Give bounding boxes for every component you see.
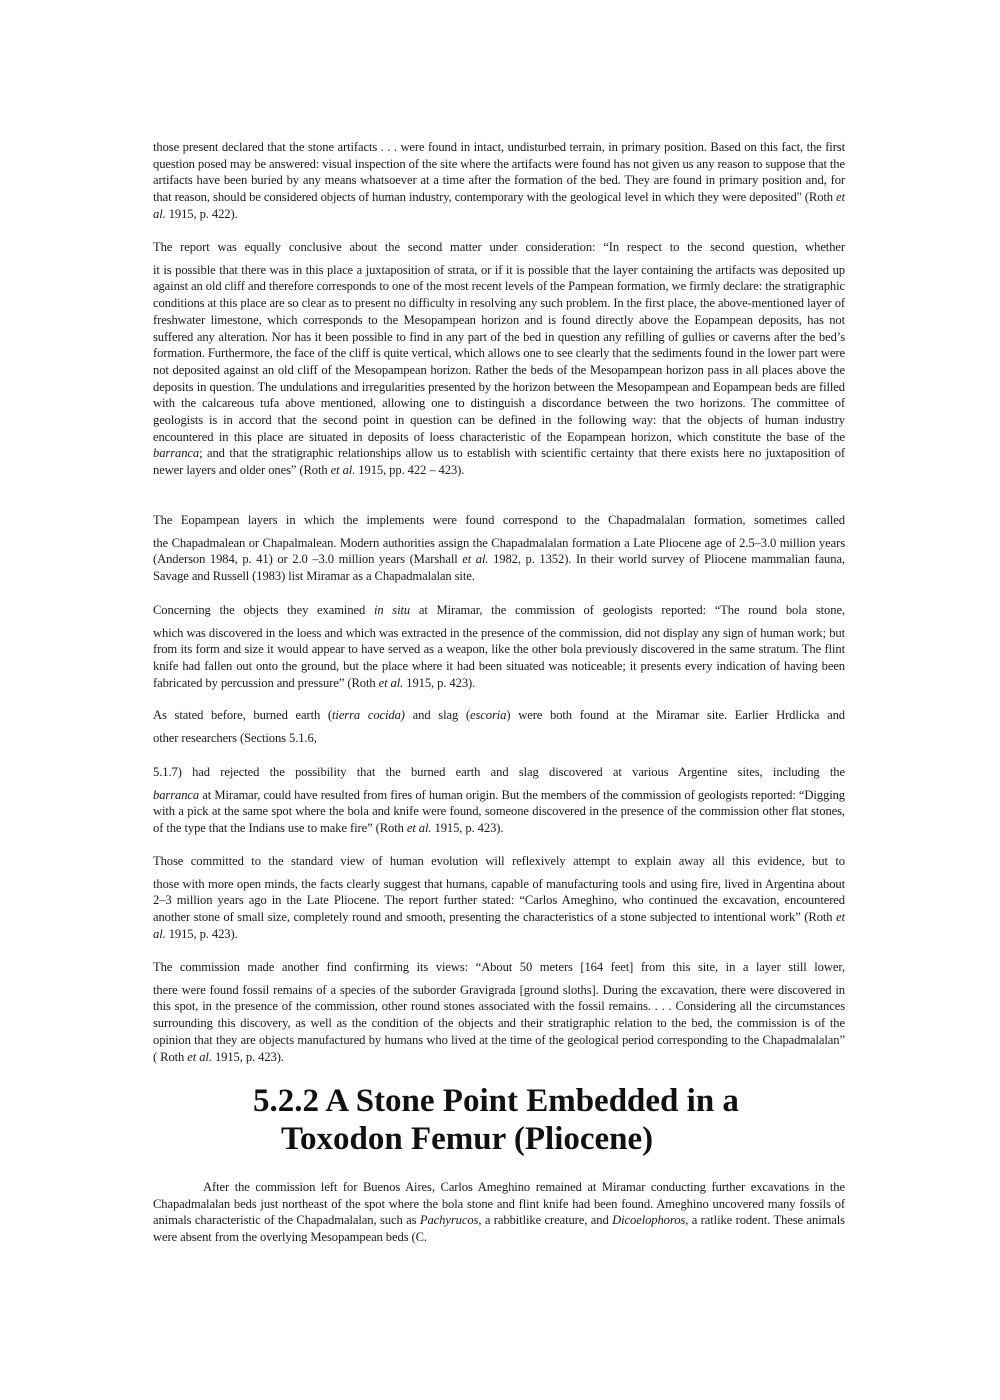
italic-text: et al. <box>153 190 845 221</box>
paragraph-first-line: The commission made another find confirming its views: “About 50 meters [164 feet] from this site, in a layer still lower, <box>153 960 845 974</box>
text: As stated before, burned earth ( <box>153 708 333 722</box>
paragraph-first-line: The report was equally conclusive about the second matter under consideration: “In respect to the second question, whether <box>153 240 845 254</box>
text: ) were both found at the Miramar site. Earlier Hrdlicka and <box>506 708 845 722</box>
italic-text: Dicoelophoros <box>612 1213 686 1228</box>
italic-text: escoria <box>470 708 507 722</box>
text: those with more open minds, the facts clearly suggest that humans, capable of manufacturing tools and using fire, lived in Argentina about 2–3 million years ago in the Late Pliocene. The report further stated: “Carlos Ameghino, who continued the excavation, encountered another stone of small size, completely round and smooth, presenting the characteristics of a stone subjected to intentional work” (Roth <box>153 876 845 925</box>
text: ; and that the stratigraphic relationships allow us to establish with scientific certainty that there exists here no juxtaposition of newer layers and older ones” (Roth <box>153 446 845 478</box>
italic-text: in situ <box>373 603 411 617</box>
section-heading <box>253 1082 813 1158</box>
paragraph-after-commission <box>153 1179 845 1246</box>
italic-text: et al. <box>187 1049 212 1064</box>
section-heading-line-1: 5.2.2 A Stone Point Embedded in a <box>253 1083 739 1119</box>
paragraph-first-line <box>153 707 845 724</box>
italic-text: et al. <box>153 910 845 941</box>
italic-text: et al. <box>406 821 432 836</box>
paragraph-objects-examined <box>153 602 845 692</box>
text: it is possible that there was in this place a juxtaposition of strata, or if it is possible that the layer containing the artifacts was deposited up against an old cliff and therefore corresponds to one of the most recent levels of the Pampean formation, we firmly declare: the stratigraphic conditions at this place are so clear as to present no difficulty in resolving any such problem. In the first place, the above-mentioned layer of freshwater limestone, which corresponds to the Mesopampean horizon and is found directly above the Eopampean deposits, has not suffered any alteration. Nor has it been possible to find in any part of the bed in question any refilling of gullies or caverns after the bed’s formation. Furthermore, the face of the cliff is quite vertical, which allows one to see clearly that the sediments found in the lower part were not deposited against an old cliff of the Mesopampean horizon. Rather the beds of the Mesopampean horizon pass in all places above the deposits in question. The undulations and irregularities presented by the horizon between the Mesopampean and Eopampean beds are filled with the calcareous tufa above mentioned, allowing one to distinguish a discordance between the two horizons. The committee of geologists is in accord that the second point in question can be defined in the following way: that the objects of human industry encountered in this place are situated in deposits of loess characteristic of the Eopampean horizon, which constitute the base of the <box>153 262 845 444</box>
paragraph-first-line: The Eopampean layers in which the implements were found correspond to the Chapadmalalan formation, sometimes called <box>153 513 845 527</box>
paragraph-burned-earth <box>153 707 845 746</box>
text: After the commission left for Buenos Aires, Carlos Ameghino remained at Miramar conducting further excavations in the Chapadmalalan beds just northeast of the spot where the bola stone and flint knife had been found. Ameghino uncovered many fossils of animals characteristic of the Chapadmalalan, such as <box>153 1180 845 1228</box>
text: 1915, p. 423). <box>403 675 476 690</box>
paragraph-another-find <box>153 959 845 1065</box>
paragraph-rejected-possibility <box>153 764 845 837</box>
paragraph-roth-quote-1 <box>153 139 845 223</box>
section-heading-line-2: Toxodon Femur (Pliocene) <box>281 1121 654 1157</box>
text: at Miramar, the commission of geologists reported: “The round bola stone, <box>410 603 845 617</box>
italic-text: barranca <box>153 446 200 461</box>
text: 1982, p. 1352). In their world survey of Pliocene mammalian fauna, Savage and Russell (1983) list Miramar as a Chapadmalalan site. <box>153 552 845 584</box>
italic-text: et al. <box>378 675 404 690</box>
text: other researchers (Sections 5.1.6, <box>153 730 317 745</box>
italic-text: et al. <box>330 463 356 478</box>
text: 1915, p. 423). <box>431 821 504 836</box>
italic-text: tierra cocida) <box>332 708 405 722</box>
italic-text: Pachyrucos <box>419 1213 479 1228</box>
text: , a ratlike rodent. These animals were absent from the overlying Mesopampean beds (C. <box>153 1213 845 1245</box>
italic-text: barranca <box>153 787 200 802</box>
text: 1915, p. 423). <box>211 1049 284 1064</box>
text: the Chapadmalean or Chapalmalean. Modern authorities assign the Chapadmalalan formation a Late Pliocene age of 2.5–3.0 million years (Anderson 1984, p. 41) or 2.0 –3.0 million years (Marshall <box>153 535 845 567</box>
italic-text: et al. <box>462 552 489 567</box>
text: which was discovered in the loess and which was extracted in the presence of the commission, did not display any sign of human work; but from its form and size it would appear to have served as a weapon, like the other bola previously discovered in the same stratum. The flint knife had fallen out onto the ground, but the place where it had been situated was noticeable; it presents every indication of having been fabricated by percussion and pressure” (Roth <box>153 625 845 690</box>
text: 1915, p. 423). <box>165 926 238 941</box>
paragraph-second-matter <box>153 239 845 479</box>
text: , a rabbitlike creature, and <box>478 1213 613 1228</box>
text: Concerning the objects they examined <box>153 603 374 617</box>
text: 1915, p. 422). <box>165 206 238 221</box>
paragraph-first-line <box>153 602 845 619</box>
paragraph-standard-view <box>153 853 845 943</box>
text: those present declared that the stone artifacts . . . were found in intact, undisturbed terrain, in primary position. Based on this fact, the first question posed may be answered: visual inspection of the site where the artifacts were found has not given us any reason to suppose that the artifacts have been buried by any means whatsoever at a time after the formation of the bed. They are found in primary position and, for that reason, should be considered objects of human industry, contemporary with the geological level in which they were deposited" (Roth <box>153 140 845 205</box>
paragraph-first-line: Those committed to the standard view of human evolution will reflexively attempt to explain away all this evidence, but to <box>153 854 845 868</box>
paragraph-first-line: 5.1.7) had rejected the possibility that the burned earth and slag discovered at various Argentine sites, including the <box>153 765 845 779</box>
paragraph-eopampean-layers <box>153 512 845 585</box>
text: at Miramar, could have resulted from fires of human origin. But the members of the commission of geologists reported: “Digging with a pick at the same spot where the bola and knife were found, someone discovered in the presence of the commission other flat stones, of the type that the Indians use to make fire” (Roth <box>153 787 845 836</box>
text: and slag ( <box>404 708 470 722</box>
text: there were found fossil remains of a species of the suborder Gravigrada [ground sloths]. During the excavation, there were discovered in this spot, in the presence of the commission, other round stones associated with the fossil remains. . . . Considering all the circumstances surrounding this discovery, as well as the condition of the objects and their stratigraphic relation to the bed, the commission is of the opinion that they are objects manufactured by humans who lived at the time of the geological period corresponding to the Chapadmalalan” ( Roth <box>153 982 845 1064</box>
text: 1915, pp. 422 – 423). <box>355 463 465 478</box>
